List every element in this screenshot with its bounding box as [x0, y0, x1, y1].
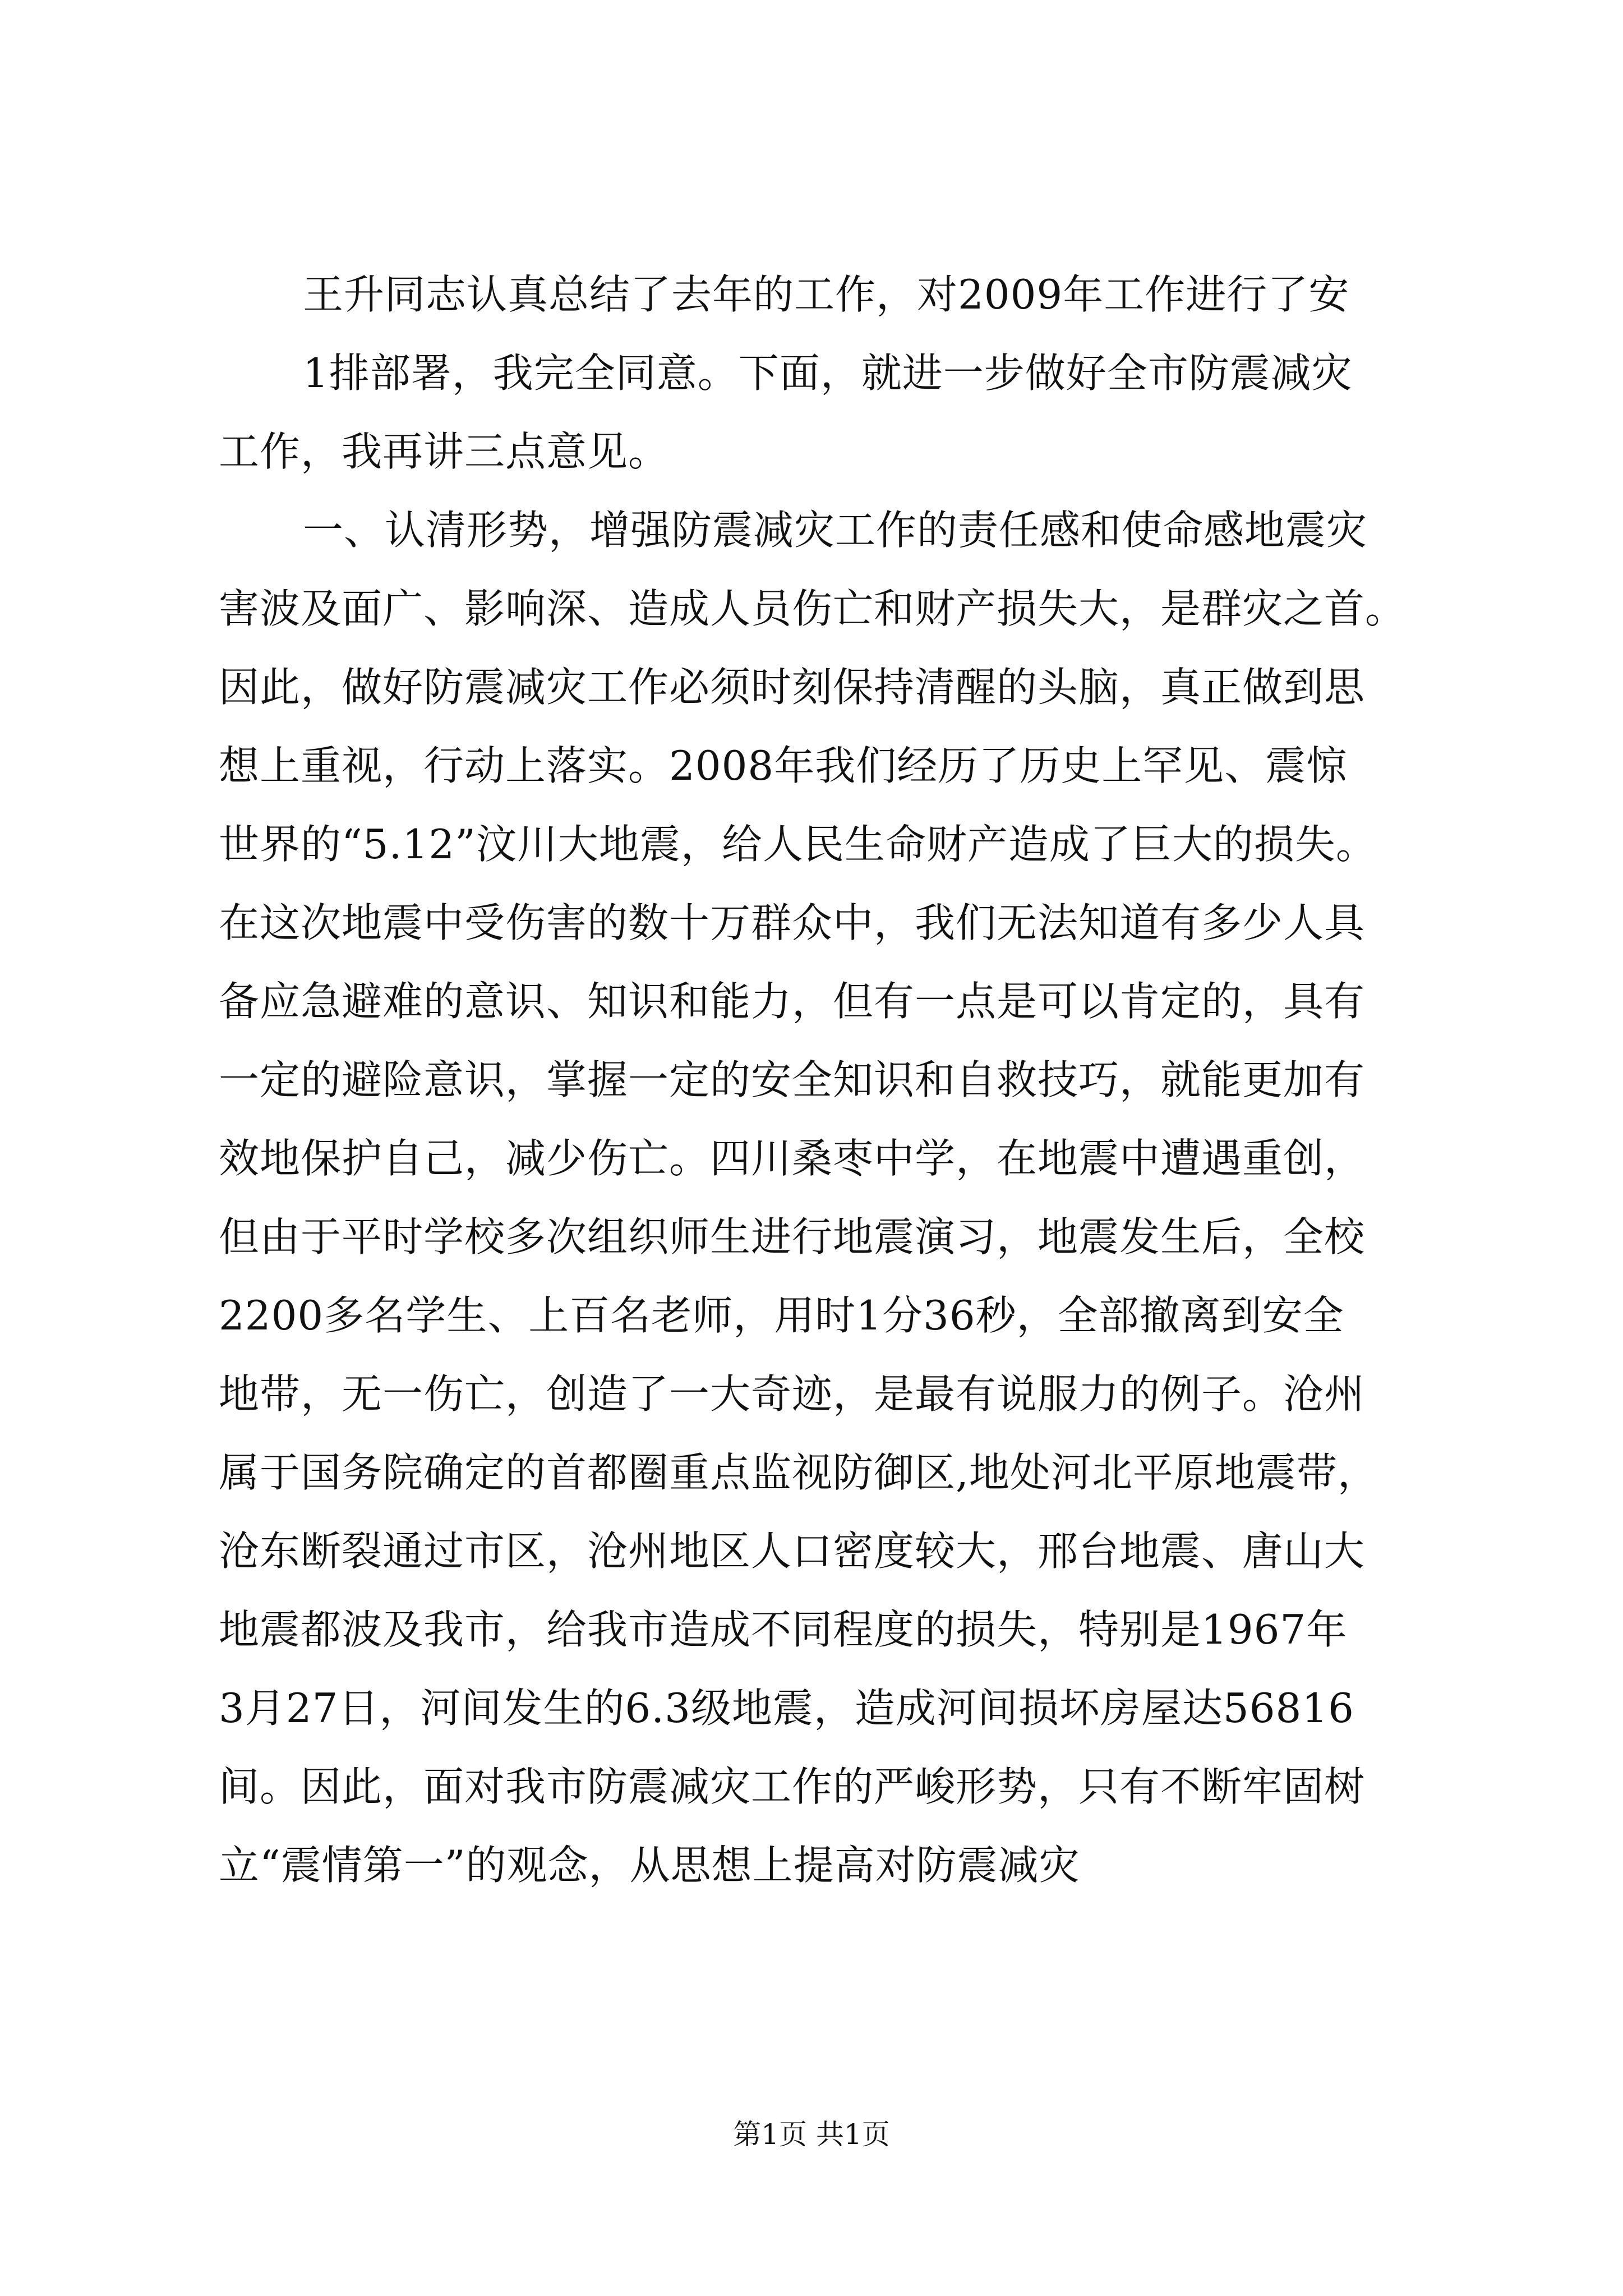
text-line: 因此，做好防震减灾工作必须时刻保持清醒的头脑，真正做到思 [219, 664, 1366, 711]
page-footer: 第1页 共1页 [733, 2118, 890, 2151]
text-line: 3月27日，河间发生的6.3级地震，造成河间损坏房屋达56816 [219, 1685, 1354, 1732]
text-line: 地震都波及我市，给我市造成不同程度的损失，特别是1967年 [219, 1606, 1348, 1653]
text-line: 效地保护自己，减少伤亡。四川桑枣中学，在地震中遭遇重创， [219, 1135, 1366, 1182]
text-line: 王升同志认真总结了去年的工作，对2009年工作进行了安 [303, 271, 1350, 318]
text-line: 在这次地震中受伤害的数十万群众中，我们无法知道有多少人具 [219, 899, 1366, 946]
text-line: 1排部署，我完全同意。下面，就进一步做好全市防震减灾 [303, 349, 1353, 397]
text-line: 但由于平时学校多次组织师生进行地震演习，地震发生后，全校 [219, 1213, 1366, 1260]
text-line: 想上重视，行动上落实。2008年我们经历了历史上罕见、震惊 [219, 742, 1348, 789]
text-line: 间。因此，面对我市防震减灾工作的严峻形势，只有不断牢固树 [219, 1763, 1366, 1810]
text-line: 工作，我再讲三点意见。 [219, 428, 670, 475]
text-line: 世界的“5.12”汶川大地震，给人民生命财产造成了巨大的损失。 [219, 821, 1377, 868]
text-line: 2200多名学生、上百名老师，用时1分36秒，全部撤离到安全 [219, 1292, 1344, 1339]
text-line: 备应急避难的意识、知识和能力，但有一点是可以肯定的，具有 [219, 978, 1366, 1025]
text-line: 害波及面广、影响深、造成人员伤亡和财产损失大，是群灾之首。 [219, 585, 1407, 632]
text-line: 立“震情第一”的观念，从思想上提高对防震减灾 [219, 1842, 1080, 1889]
text-line: 属于国务院确定的首都圈重点监视防御区,地处河北平原地震带， [219, 1449, 1378, 1496]
text-line: 沧东断裂通过市区，沧州地区人口密度较大，邢台地震、唐山大 [219, 1527, 1366, 1575]
text-line: 一定的避险意识，掌握一定的安全知识和自救技巧，就能更加有 [219, 1056, 1366, 1103]
document-body [219, 255, 1408, 1904]
text-line: 地带，无一伤亡，创造了一大奇迹，是最有说服力的例子。沧州 [219, 1370, 1366, 1418]
text-line: 一、认清形势，增强防震减灾工作的责任感和使命感地震灾 [303, 507, 1368, 554]
